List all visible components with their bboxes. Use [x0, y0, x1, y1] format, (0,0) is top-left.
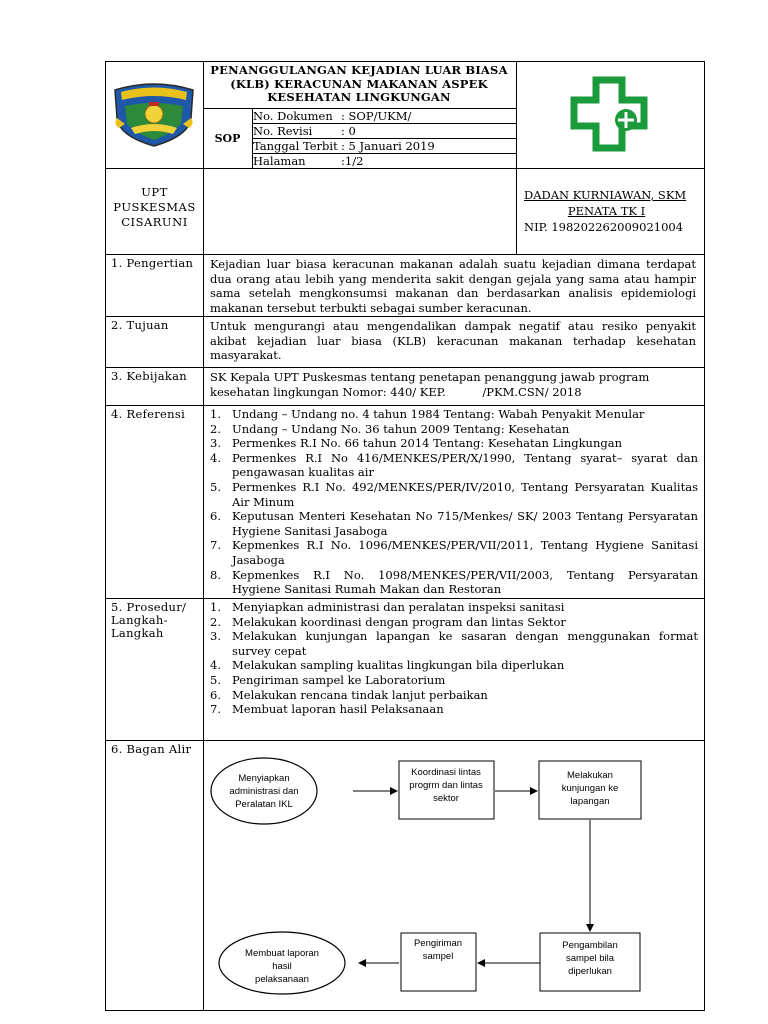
identity-block	[105, 167, 705, 255]
signature-block	[524, 187, 689, 235]
section-bagan-alir	[105, 740, 705, 1011]
unit-line: UPT	[141, 185, 168, 199]
title-line-1: PENANGGULANGAN KEJADIAN LUAR BIASA	[210, 63, 508, 77]
list-item: 1. Undang – Undang no. 4 tahun 1984 Tentang: Wabah Penyakit Menular	[210, 407, 645, 421]
node-text: sampel bila	[565, 953, 615, 964]
meta-key: No. Dokumen	[253, 109, 333, 123]
unit-line: CISARUNI	[121, 215, 188, 229]
section-label: 6. Bagan Alir	[111, 742, 192, 756]
flow-node-n2	[399, 761, 494, 819]
section-label: 2. Tujuan	[111, 318, 169, 332]
section-text: Untuk mengurangi atau mengendalikan dampak negatif atau resiko penyakit akibat kejadian luar biasa (KLB) keracunan makanan terhadap kesehatan masyarakat.	[210, 319, 696, 362]
section-prosedur	[105, 598, 705, 741]
node-text: sektor	[433, 793, 459, 804]
meta-row-revision	[253, 124, 356, 138]
list-item: 6. Keputusan Menteri Kesehatan No 715/Menkes/ SK/ 2003 Tentang Persyaratan Hygiene Sanitasi Jasaboga	[210, 509, 698, 538]
node-text: Pengiriman	[413, 938, 463, 949]
node-text: hasil	[272, 961, 292, 972]
unit-line: PUSKESMAS	[113, 200, 196, 214]
document-title	[203, 64, 515, 105]
signer-name: DADAN KURNIAWAN, SKM	[524, 188, 687, 202]
list-item: 7. Membuat laporan hasil Pelaksanaan	[210, 702, 444, 717]
flow-node-n5	[401, 933, 476, 991]
meta-key: Halaman	[253, 154, 306, 168]
list-item: 7. Kepmenkes R.I No. 1096/MENKES/PER/VII/2011, Tentang Hygiene Sanitasi Jasaboga	[210, 538, 698, 567]
list-item: 8. Kepmenkes R.I No. 1098/MENKES/PER/VII/2003, Tentang Persyaratan Hygiene Sanitasi Rumah Makan dan Restoran	[210, 567, 698, 597]
section-text: Kejadian luar biasa keracunan makanan adalah suatu kejadian dimana terdapat dua orang atau lebih yang menderita sakit dengan gejala yang sama atau hampir sama setelah mengkonsumsi makanan dan berdasarkan analisis epidemiologi makanan tersebut terbukti sebagai sumber keracunan.	[210, 257, 696, 315]
meta-key: No. Revisi	[253, 124, 313, 138]
list-item: 3. Melakukan kunjungan lapangan ke sasaran dengan menggunakan format survey cepat	[210, 629, 698, 658]
reference-list	[210, 407, 698, 597]
list-item: 2. Melakukan koordinasi dengan program dan lintas Sektor	[210, 614, 566, 629]
procedure-list	[210, 600, 698, 717]
list-item: 1. Menyiapkan administrasi dan peralatan inspeksi sanitasi	[210, 600, 565, 614]
flow-node-n6	[219, 932, 345, 994]
list-item: 3. Permenkes R.I No. 66 tahun 2014 Tentang: Kesehatan Lingkungan	[210, 436, 622, 451]
list-item: 4. Melakukan sampling kualitas lingkungan bila diperlukan	[210, 658, 565, 673]
meta-value: : 5 Januari 2019	[341, 139, 435, 153]
list-item: 2. Undang – Undang No. 36 tahun 2009 Tentang: Kesehatan	[210, 421, 570, 436]
title-line-3: KESEHATAN LINGKUNGAN	[267, 90, 451, 104]
node-text: lapangan	[570, 796, 610, 807]
meta-row-issue-date	[253, 139, 435, 153]
list-item: 5. Permenkes R.I No. 492/MENKES/PER/IV/2010, Tentang Persyaratan Kualitas Air Minum	[210, 479, 698, 509]
node-text: Menyiapkan	[238, 773, 290, 784]
node-text: Melakukan	[567, 770, 613, 781]
section-tujuan	[105, 316, 705, 368]
node-text: Membuat laporan	[245, 948, 319, 959]
section-label: 1. Pengertian	[111, 256, 194, 270]
meta-row-document-number	[253, 109, 411, 123]
node-text: Koordinasi lintas	[411, 767, 481, 778]
section-label: 4. Referensi	[111, 407, 186, 421]
list-item: 6. Melakukan rencana tindak lanjut perbaikan	[210, 687, 488, 702]
section-pengertian	[105, 254, 705, 317]
title-line-2: (KLB) KERACUNAN MAKANAN ASPEK	[230, 76, 488, 91]
node-text: Pengambilan	[562, 940, 618, 951]
sop-document	[105, 61, 705, 1011]
meta-value: : SOP/UKM/	[341, 109, 412, 123]
document-header	[105, 61, 705, 169]
regency-emblem-icon	[111, 78, 197, 148]
node-text: progrm dan lintas	[409, 780, 483, 791]
flowchart	[106, 740, 704, 1010]
meta-value: :1/2	[341, 154, 364, 168]
puskesmas-logo-icon	[568, 76, 650, 156]
meta-key: Tanggal Terbit	[253, 139, 338, 153]
section-label: 3. Kebijakan	[111, 369, 188, 383]
signer-nip: NIP. 198202262009021004	[524, 220, 684, 234]
meta-row-page	[253, 154, 363, 168]
section-kebijakan	[105, 367, 705, 406]
node-text: kunjungan ke	[561, 783, 619, 794]
sop-label: SOP	[214, 132, 241, 145]
meta-value: : 0	[341, 124, 356, 138]
flow-node-n1	[211, 758, 317, 824]
flow-node-n4	[540, 933, 640, 991]
list-item: 5. Pengiriman sampel ke Laboratorium	[210, 672, 446, 687]
flow-node-n3	[539, 761, 641, 819]
node-text: administrasi dan	[229, 786, 299, 797]
section-label: 5. Prosedur/ Langkah- Langkah	[111, 600, 187, 640]
signer-rank: PENATA TK I	[567, 204, 646, 218]
node-text: sampel	[422, 951, 454, 962]
unit-name	[106, 185, 203, 230]
node-text: Peralatan IKL	[235, 799, 293, 810]
list-item: 4. Permenkes R.I No 416/MENKES/PER/X/1990, Tentang syarat– syarat dan pengawasan kualitas air	[210, 450, 698, 480]
node-text: pelaksanaan	[255, 974, 309, 985]
section-text: SK Kepala UPT Puskesmas tentang penetapan penanggung jawab program kesehatan lingkungan Nomor: 440/ KEP. /PKM.CSN/ 2018	[210, 370, 653, 399]
section-referensi	[105, 405, 705, 599]
node-text: diperlukan	[568, 966, 612, 977]
